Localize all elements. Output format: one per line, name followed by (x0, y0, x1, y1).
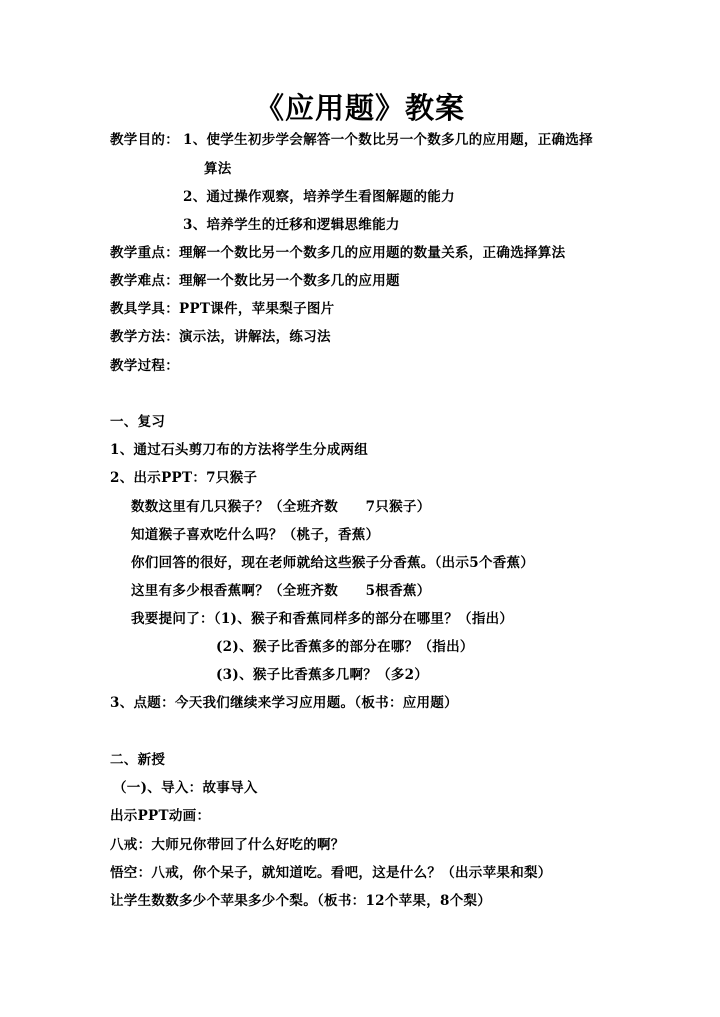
new-item-4: 悟空：八戒，你个呆子，就知道吃。看吧，这是什么？（出示苹果和梨） (110, 865, 552, 881)
teaching-tools: 教具学具：PPT课件，苹果梨子图片 (110, 301, 335, 317)
key-point: 教学重点：理解一个数比另一个数多几的应用题的数量关系，正确选择算法 (110, 245, 566, 261)
review-item-2: 2、出示PPT：7只猴子 (110, 470, 258, 486)
review-item-2c: 你们回答的很好，现在老师就给这些猴子分香蕉。（出示5个香蕉） (131, 555, 535, 571)
review-item-2f: (2)、猴子比香蕉多的部分在哪？（指出） (216, 639, 474, 655)
objective-3: 3、培养学生的迁移和逻辑思维能力 (183, 217, 400, 233)
objective-1-line-2: 算法 (204, 161, 232, 177)
objectives-label: 教学目的： (110, 132, 179, 148)
new-item-1: （一)、导入：故事导入 (113, 780, 258, 796)
document-title: 《应用题》教案 (254, 91, 465, 125)
new-item-5: 让学生数数多少个苹果多少个梨。（板书：12个苹果，8个梨） (110, 893, 492, 909)
teaching-process-label: 教学过程： (110, 358, 179, 374)
objective-1-line-1: 1、使学生初步学会解答一个数比另一个数多几的应用题，正确选择 (183, 132, 593, 148)
section-1-heading: 一、复习 (110, 414, 166, 430)
review-item-3: 3、点题：今天我们继续来学习应用题。（板书：应用题） (110, 695, 458, 711)
review-item-2d: 这里有多少根香蕉啊？（全班齐数 5根香蕉） (131, 583, 431, 599)
new-item-3: 八戒：大师兄你带回了什么好吃的啊？ (110, 837, 345, 853)
review-item-2b: 知道猴子喜欢吃什么吗？（桃子，香蕉） (131, 527, 380, 543)
review-item-2e: 我要提问了：（1)、猴子和香蕉同样多的部分在哪里？（指出） (131, 611, 514, 627)
new-item-2: 出示PPT动画： (110, 808, 211, 824)
teaching-methods: 教学方法：演示法，讲解法，练习法 (110, 329, 331, 345)
objective-2: 2、通过操作观察，培养学生看图解题的能力 (183, 189, 455, 205)
review-item-1: 1、通过石头剪刀布的方法将学生分成两组 (110, 442, 369, 458)
review-item-2a: 数数这里有几只猴子？（全班齐数 7只猴子） (131, 499, 431, 515)
section-2-heading: 二、新授 (110, 752, 166, 768)
difficulty: 教学难点：理解一个数比另一个数多几的应用题 (110, 273, 400, 289)
review-item-2g: (3)、猴子比香蕉多几啊？（多2） (216, 667, 429, 683)
